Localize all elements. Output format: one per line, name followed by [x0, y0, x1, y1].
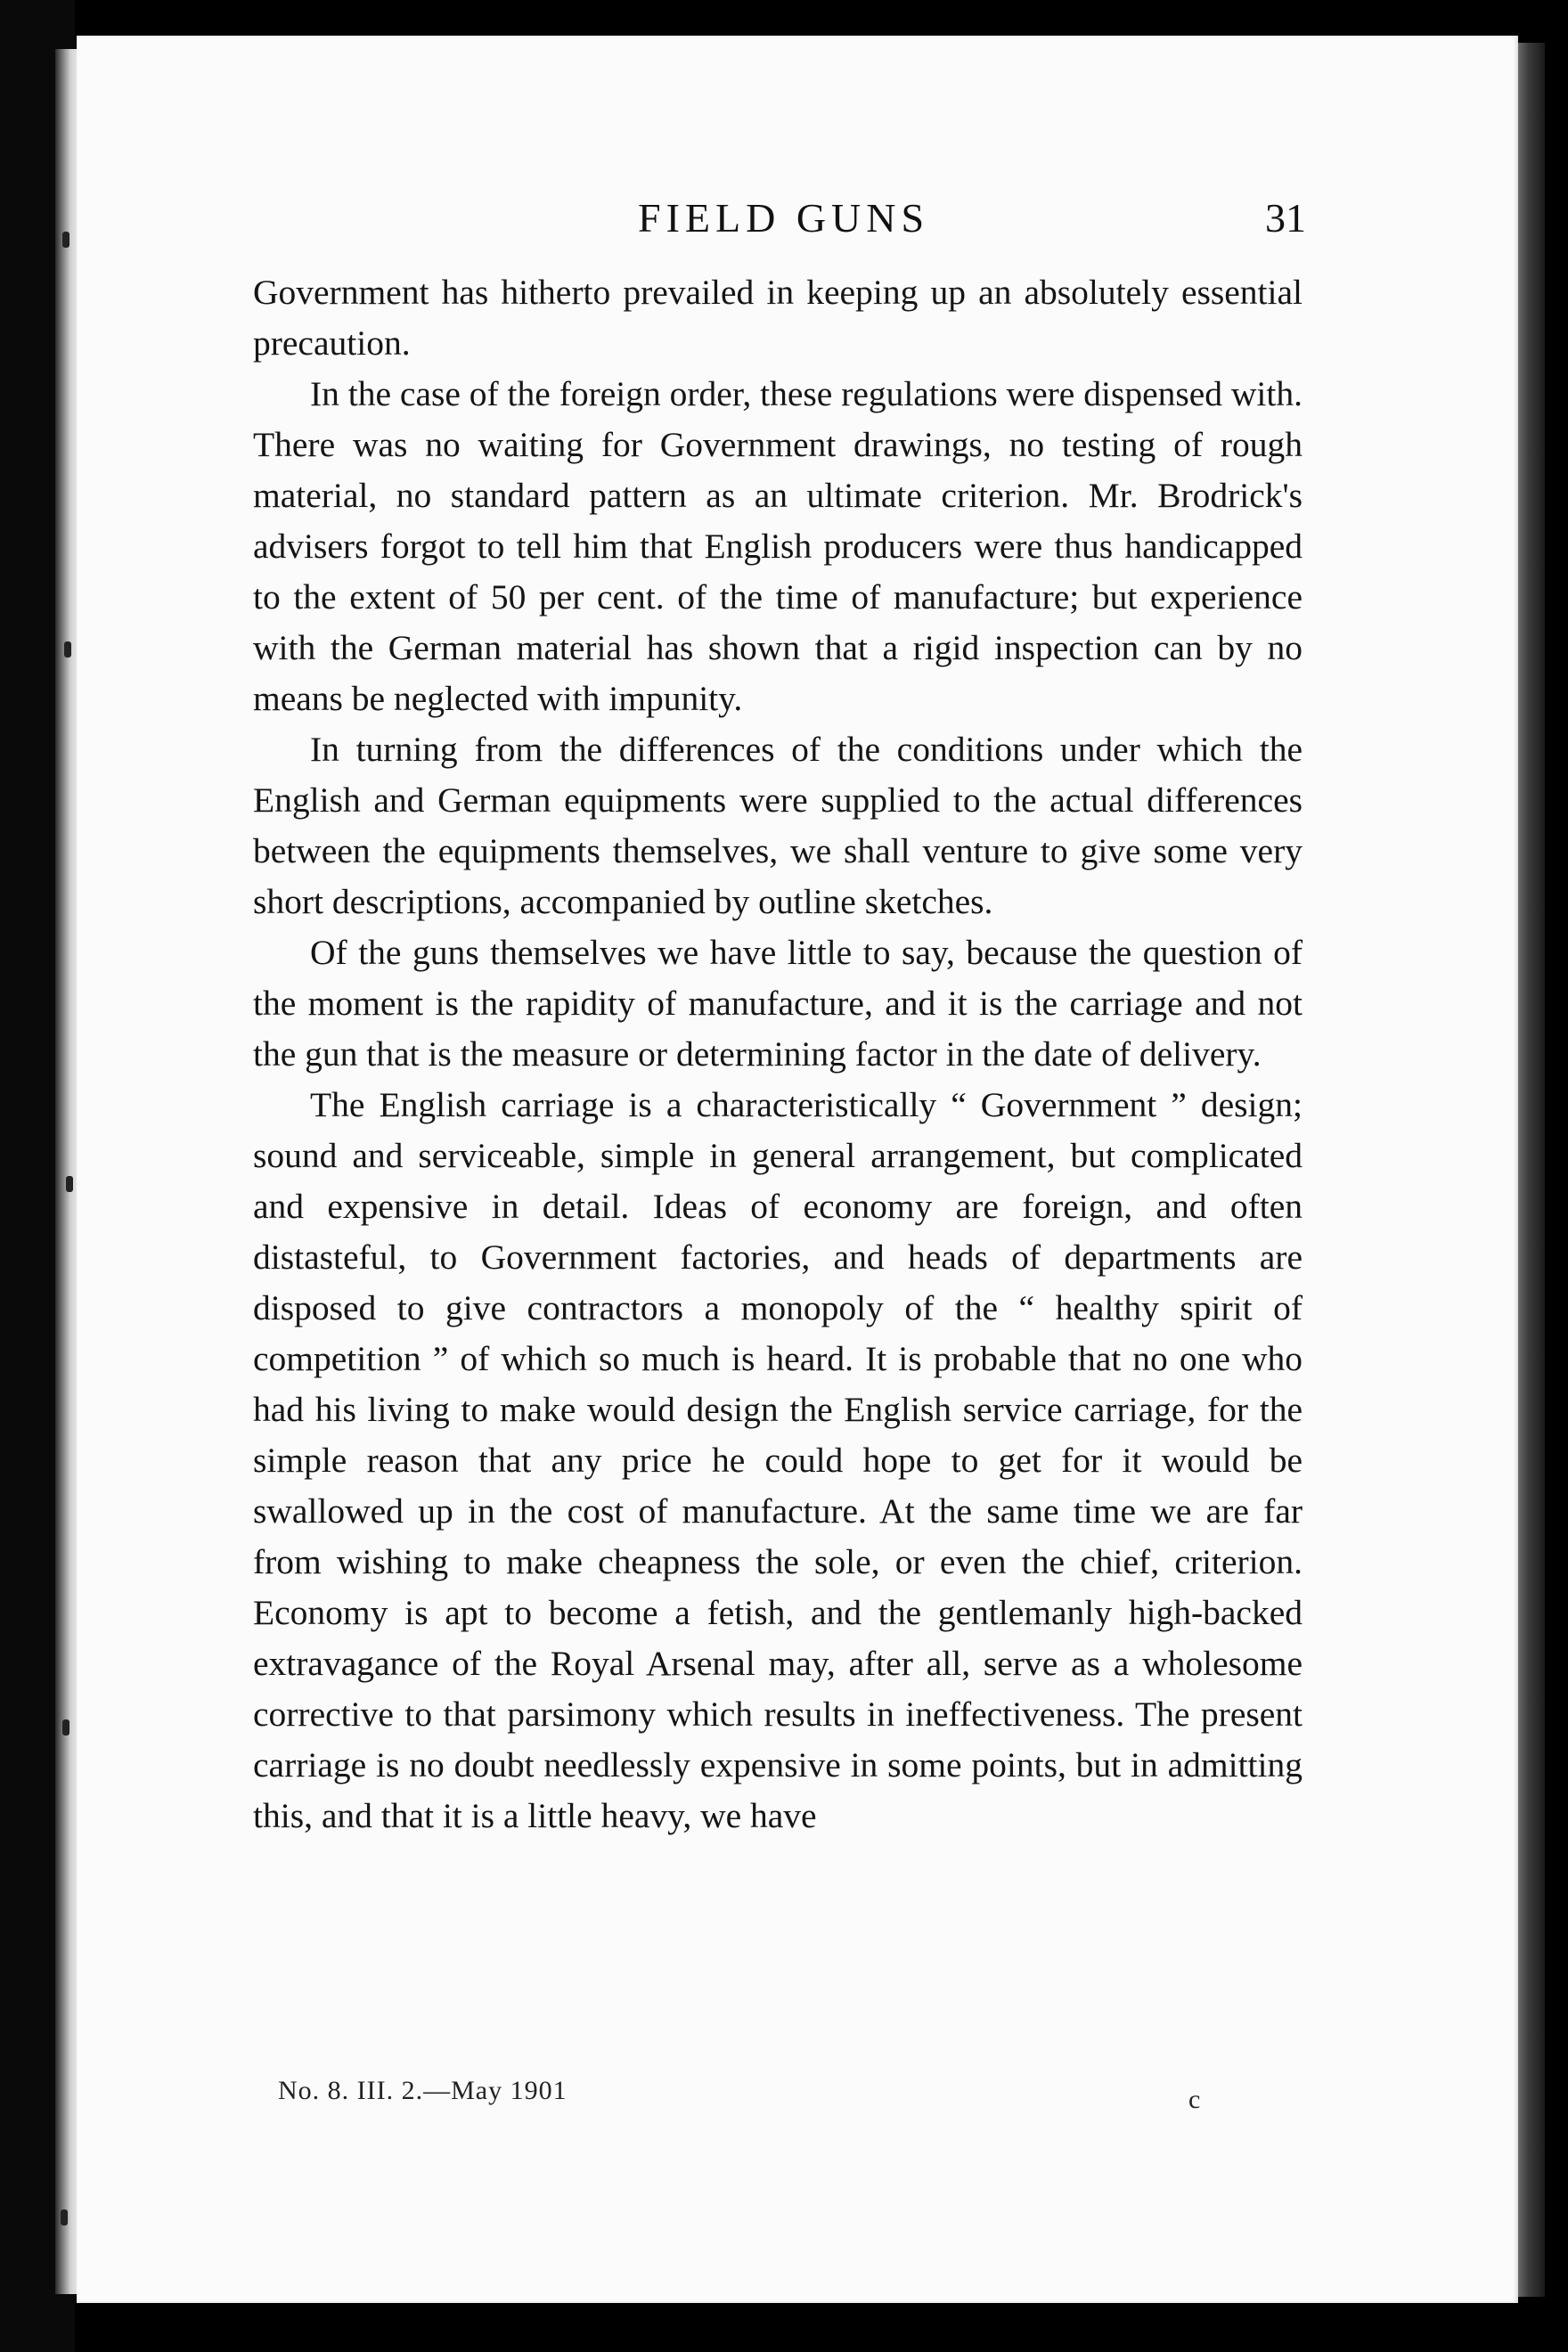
running-title: FIELD GUNS [638, 195, 930, 241]
gutter-mark [64, 641, 71, 657]
page-footer [0, 2076, 1568, 2129]
footer-signature: No. 8. III. 2.—May 1901 [278, 2076, 568, 2105]
gutter-mark [61, 2209, 68, 2225]
paragraph: The English carriage is a characteristically “ Government ” design; sound and serviceable, simple in general arrangement, but complicated and expensive in detail. Ideas of economy are foreign, and often distasteful, to Government factories, and heads of departments are disposed to give contractors a monopoly of the “ healthy spirit of competition ” of which so much is heard. It is probable that no one who had his living to make would design the English service carriage, for the simple reason that any price he could hope to get for it would be swallowed up in the cost of manufacture. At the same time we are far from wishing to make cheapness the sole, or even the chief, criterion. Economy is apt to become a fetish, and the gentlemanly high-backed extravagance of the Royal Arsenal may, after all, serve as a wholesome corrective to that parsimony which results in ineffectiveness. The present carriage is no doubt needlessly expensive in some points, but in admitting this, and that it is a little heavy, we have [253, 1085, 1303, 1835]
right-border [1545, 0, 1568, 2352]
gutter-mark [66, 1176, 73, 1192]
paragraph: Of the guns themselves we have little to say, because the question of the moment is the rapidity of manufacture, and it is the carriage and not the gun that is the measure or determining factor in the date of delivery. [253, 933, 1303, 1074]
running-head [0, 194, 1568, 248]
paragraph: In the case of the foreign order, these regulations were dispensed with. There was no waiting for Government drawings, no testing of rough material, no standard pattern as an ultimate criterion. Mr. Brodrick's advisers forgot to tell him that English producers were thus handicapped to the extent of 50 per cent. of the time of manufacture; but experience with the German material has shown that a rigid inspection can by no means be neglected with impunity. [253, 374, 1303, 718]
paragraph: In turning from the differences of the conditions under which the English and German equipments were supplied to the actual differences between the equipments themselves, we shall venture to give some very short descriptions, accompanied by outline sketches. [253, 730, 1303, 921]
page-number: 31 [1265, 195, 1306, 241]
body-text [253, 267, 1303, 1842]
gutter-mark [62, 1719, 69, 1735]
right-page-edge [1518, 43, 1545, 2297]
paragraph: Government has hitherto prevailed in keeping up an absolutely essential precaution. [253, 273, 1303, 363]
sheet-mark: c [1188, 2085, 1201, 2114]
